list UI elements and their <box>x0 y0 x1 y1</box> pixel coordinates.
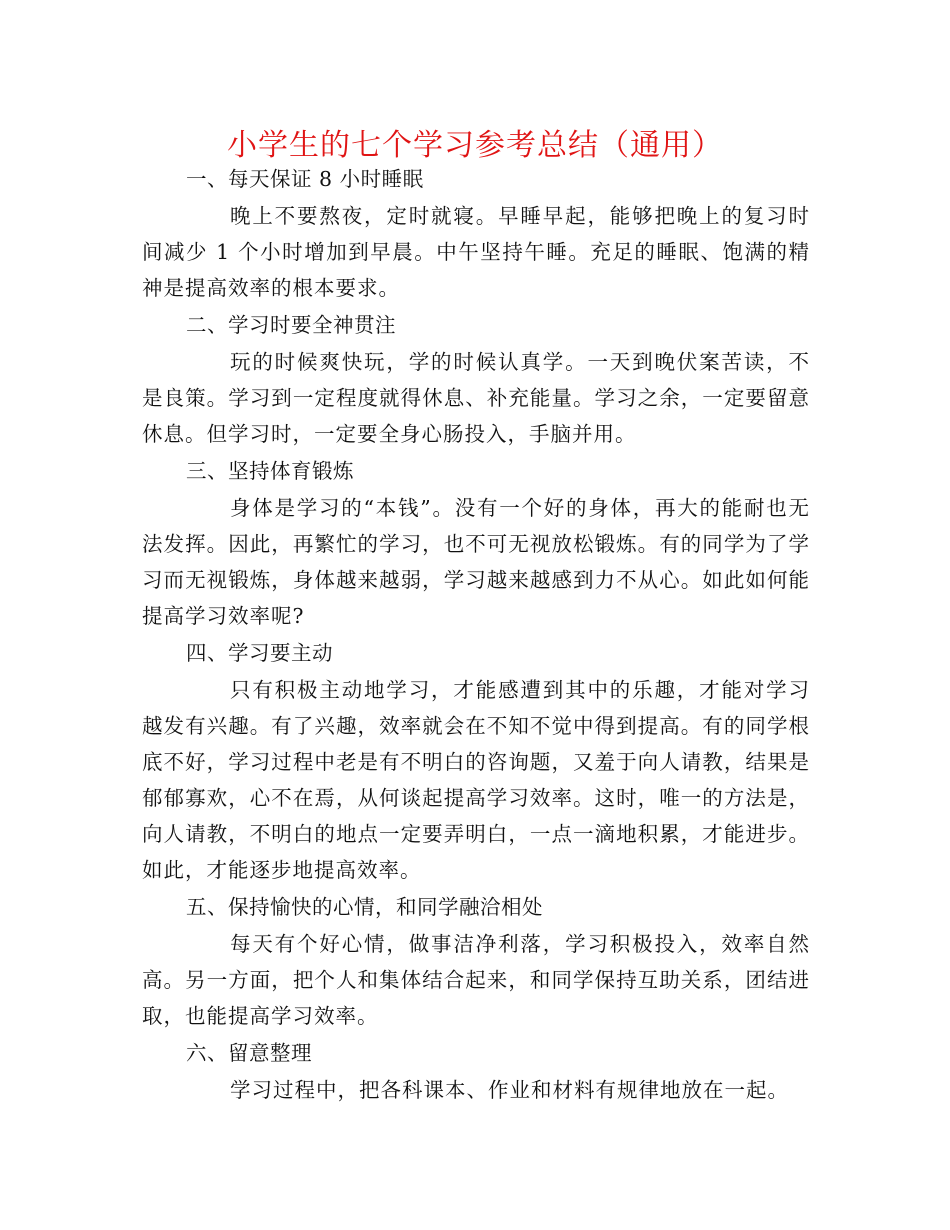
section-heading: 六、留意整理 <box>186 1041 312 1065</box>
document-body <box>142 160 810 1108</box>
section-5 <box>142 888 810 1034</box>
section-paragraph: 晚上不要熬夜，定时就寝。早睡早起，能够把晚上的复习时间减少 1 个小时增加到早晨。中午坚持午睡。充足的睡眠、饱满的精神是提高效率的根本要求。 <box>142 204 810 300</box>
section-paragraph: 玩的时候爽快玩，学的时候认真学。一天到晚伏案苦读，不是良策。学习到一定程度就得休息、补充能量。学习之余，一定要留意休息。但学习时，一定要全身心肠投入，手脑并用。 <box>142 350 810 446</box>
page-title: 小学生的七个学习参考总结（通用） <box>227 128 723 163</box>
section-6 <box>142 1034 810 1108</box>
section-paragraph: 只有积极主动地学习，才能感遭到其中的乐趣，才能对学习越发有兴趣。有了兴趣，效率就会在不知不觉中得到提高。有的同学根底不好，学习过程中老是有不明白的咨询题，又羞于向人请教，结果是郁郁寡欢，心不在焉，从何谈起提高学习效率。这时，唯一的方法是，向人请教，不明白的地点一定要弄明白，一点一滴地积累，才能进步。如此，才能逐步地提高效率。 <box>142 678 810 882</box>
section-1 <box>142 160 810 306</box>
section-paragraph: 学习过程中，把各科课本、作业和材料有规律地放在一起。 <box>230 1078 789 1102</box>
section-heading: 二、学习时要全神贯注 <box>186 313 396 337</box>
section-heading: 四、学习要主动 <box>186 641 333 665</box>
section-paragraph: 身体是学习的“本钱”。没有一个好的身体，再大的能耐也无法发挥。因此，再繁忙的学习，也不可无视放松锻炼。有的同学为了学习而无视锻炼，身体越来越弱，学习越来越感到力不从心。如此如何能提高学习效率呢? <box>142 496 810 628</box>
section-heading: 三、坚持体育锻炼 <box>186 459 354 483</box>
section-3 <box>142 452 810 634</box>
section-paragraph: 每天有个好心情，做事洁净利落，学习积极投入，效率自然高。另一方面，把个人和集体结合起来，和同学保持互助关系，团结进取，也能提高学习效率。 <box>142 932 810 1028</box>
section-4 <box>142 634 810 888</box>
section-2 <box>142 306 810 452</box>
section-heading: 一、每天保证 8 小时睡眠 <box>186 167 424 191</box>
section-heading: 五、保持愉快的心情，和同学融洽相处 <box>186 895 543 919</box>
